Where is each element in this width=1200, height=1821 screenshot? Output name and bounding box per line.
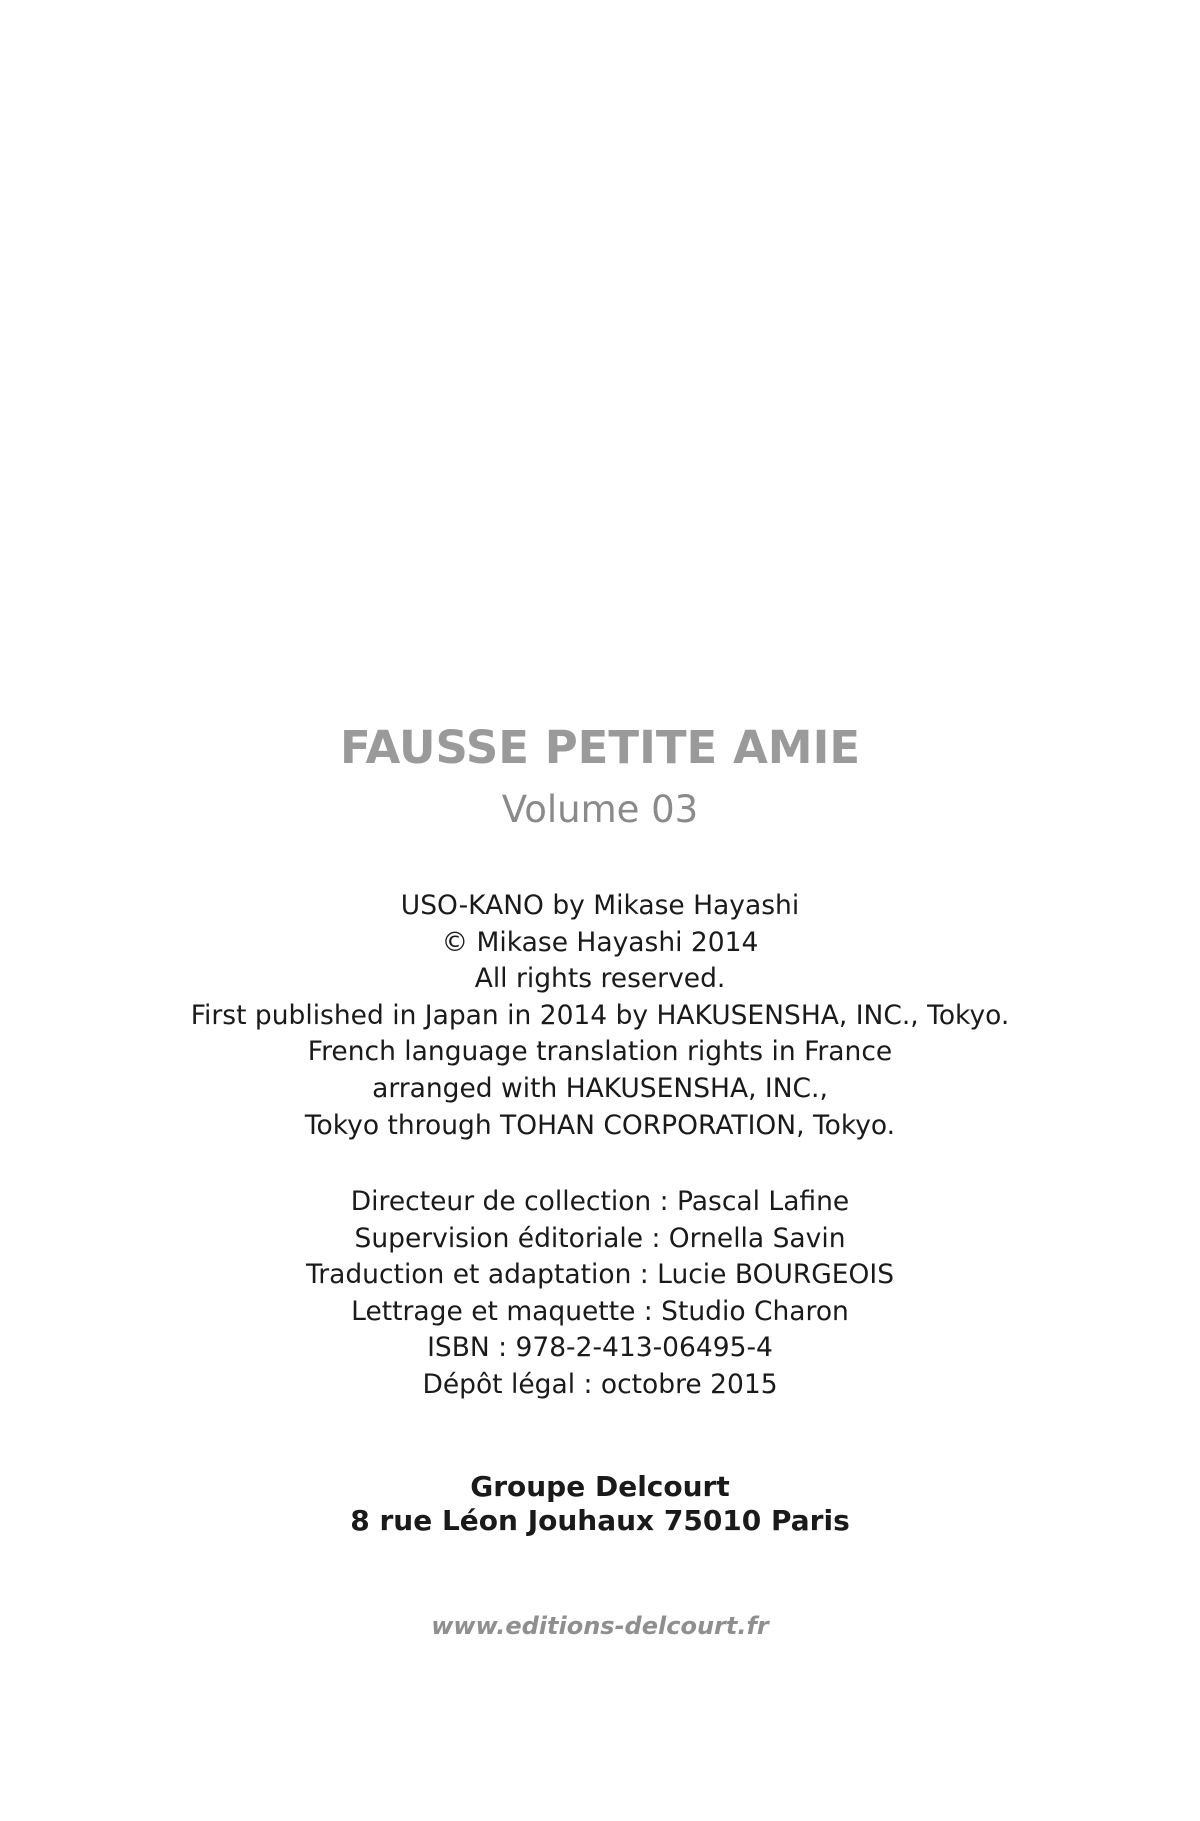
copyright-line: All rights reserved. <box>474 963 726 995</box>
credit-line: Traduction et adaptation : Lucie BOURGEOIS <box>305 1259 895 1291</box>
credits-list <box>0 1184 1200 1404</box>
publisher-website: www.editions-delcourt.fr <box>431 1612 769 1640</box>
copyright-line: French language translation rights in France <box>307 1036 893 1068</box>
publisher-block <box>0 1470 1200 1538</box>
credit-line: Supervision éditoriale : Ornella Savin <box>354 1222 846 1254</box>
credit-line: Directeur de collection : Pascal Lafine <box>350 1186 850 1217</box>
publisher-address: 8 rue Léon Jouhaux 75010 Paris <box>350 1504 850 1537</box>
publisher-name: Groupe Delcourt <box>470 1470 730 1503</box>
copyright-line: USO-KANO by Mikase Hayashi <box>400 890 800 921</box>
volume-number: Volume 03 <box>501 788 699 831</box>
isbn-line: ISBN : 978-2-413-06495-4 <box>427 1332 773 1364</box>
copyright-notice <box>0 888 1200 1144</box>
credit-line: Lettrage et maquette : Studio Charon <box>351 1295 849 1327</box>
copyright-line: © Mikase Hayashi 2014 <box>441 926 759 958</box>
copyright-line: First published in Japan in 2014 by HAKUSENSHA, INC., Tokyo. <box>190 999 1010 1031</box>
legal-deposit-line: Dépôt légal : octobre 2015 <box>422 1368 778 1400</box>
copyright-line: Tokyo through TOHAN CORPORATION, Tokyo. <box>304 1109 896 1141</box>
book-title: FAUSSE PETITE AMIE <box>339 721 861 774</box>
copyright-line: arranged with HAKUSENSHA, INC., <box>372 1072 828 1104</box>
